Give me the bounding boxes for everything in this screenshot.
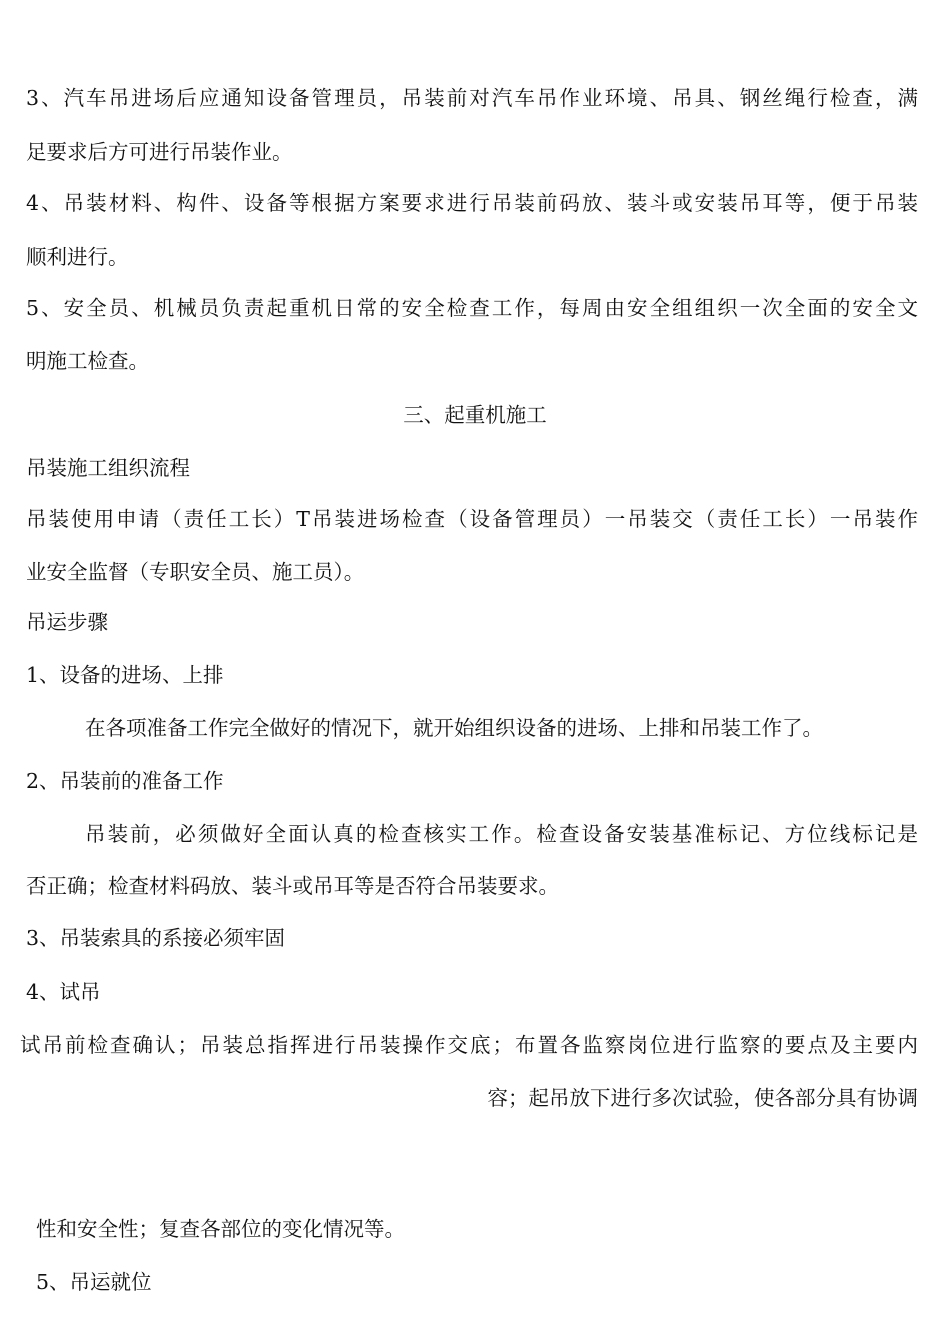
- step1-body: 在各项准备工作完全做好的情况下，就开始组织设备的进场、上排和吊装工作了。: [85, 716, 823, 740]
- item5-line1: 5、安全员、机械员负责起重机日常的安全检查工作，每周由安全组组织一次全面的安全文: [26, 296, 918, 320]
- item4-line1: 4、吊装材料、构件、设备等根据方案要求进行吊装前码放、装斗或安装吊耳等，便于吊装: [26, 191, 918, 215]
- flow-heading: 吊装施工组织流程: [26, 456, 190, 480]
- item3-line1: 3、汽车吊进场后应通知设备管理员，吊装前对汽车吊作业环境、吊具、钢丝绳行检查，满: [26, 86, 918, 110]
- item4-line2: 顺利进行。: [26, 245, 129, 269]
- step4-body-line3: 性和安全性；复查各部位的变化情况等。: [36, 1217, 405, 1241]
- flow-line1: 吊装使用申请（责任工长）T吊装进场检查（设备管理员）一吊装交（责任工长）一吊装作: [26, 507, 918, 531]
- step2-body-line1: 吊装前，必须做好全面认真的检查核实工作。检查设备安装基准标记、方位线标记是: [85, 822, 918, 846]
- item3-line2: 足要求后方可进行吊装作业。: [26, 140, 293, 164]
- item5-line2: 明施工检查。: [26, 349, 149, 373]
- section-title: 三、起重机施工: [403, 403, 547, 427]
- step2-title: 2、吊装前的准备工作: [26, 769, 224, 793]
- step2-body-line2: 否正确；检查材料码放、装斗或吊耳等是否符合吊装要求。: [26, 874, 559, 898]
- steps-heading: 吊运步骤: [26, 610, 108, 634]
- step1-title: 1、设备的进场、上排: [26, 663, 224, 687]
- step5-title: 5、吊运就位: [36, 1270, 152, 1294]
- flow-line2: 业安全监督（专职安全员、施工员）。: [26, 560, 365, 584]
- step3-title: 3、吊装索具的系接必须牢固: [26, 926, 286, 950]
- step4-title: 4、试吊: [26, 980, 101, 1004]
- step4-body-line2: 容；起吊放下进行多次试验，使各部分具有协调: [487, 1086, 918, 1110]
- step4-body-line1: 试吊前检查确认；吊装总指挥进行吊装操作交底；布置各监察岗位进行监察的要点及主要内: [20, 1033, 918, 1057]
